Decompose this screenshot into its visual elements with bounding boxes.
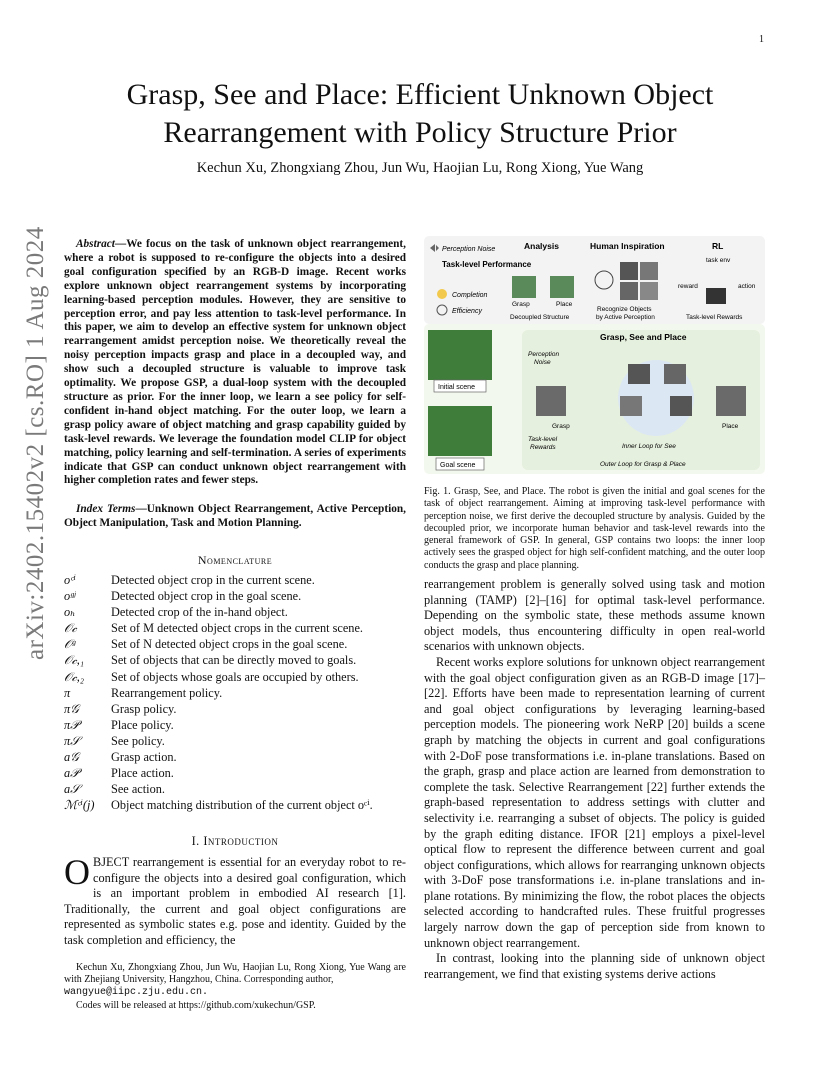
fig-human-inspiration: Human Inspiration bbox=[590, 241, 665, 251]
nomenclature-symbol: ℳᶜⁱ(j) bbox=[64, 798, 95, 813]
fig-analysis: Analysis bbox=[524, 241, 559, 251]
index-terms-text: —Unknown Object Rearrangement, Active Perception, Object Manipulation, Task and Motion Planning. bbox=[64, 503, 406, 529]
nomenclature-desc: Object matching distribution of the current object oᶜⁱ. bbox=[111, 798, 373, 813]
nomenclature-symbol: 𝒪𝒸,₂ bbox=[64, 669, 85, 684]
see-image-2 bbox=[664, 364, 686, 384]
right-column-text bbox=[424, 577, 765, 982]
nomenclature-desc: Set of objects whose goals are occupied by others. bbox=[111, 669, 359, 684]
nomenclature-desc: Grasp policy. bbox=[111, 701, 177, 716]
nomenclature-row bbox=[64, 685, 414, 701]
paragraph: Recent works explore solutions for unknown object rearrangement with the goal object configuration given as an RGB-D image [17]–[22]. Efforts have been made to representation learning of current and goal object configurations by leveraging learning-based perception models. The pioneering work NeRP [20] builds a scene graph by matching the objects in current and goal configurations with 2-DoF pose transformations i.e. in-plane translations. Based on the graph, grasp and place action are learned from demonstration to complete the task. Selective Rearrangement [22] further extends the graph-based representation to address settings with clutter and selectivity i.e. rearranging a subset of objects. The policy is guided by the graph editing distance. IFOR [21] employs a pixel-level optical flow to represent the difference between current and goal object configurations, which allows for rearranging unknown objects with 3-DoF pose transformations i.e. in-plane translations and in-plane rotations. By minimizing the flow, the robot places the objects selected according to handcrafted rules. These fruitful progresses largely narrow down the gap of perception side from known to unknown object rearrangement. bbox=[424, 654, 765, 950]
initial-scene-image bbox=[428, 330, 492, 380]
see-image-1 bbox=[628, 364, 650, 384]
nomenclature-desc: See policy. bbox=[111, 733, 165, 748]
place-image bbox=[716, 386, 746, 416]
grasp-image bbox=[536, 386, 566, 416]
place-thumb bbox=[550, 276, 574, 298]
nomenclature-symbol: a𝒢 bbox=[64, 750, 79, 765]
nomenclature-symbol: 𝒪ᵍ bbox=[64, 637, 76, 652]
paper-title: Grasp, See and Place: Efficient Unknown Object Rearrangement with Policy Structure Prior bbox=[126, 78, 714, 149]
nomenclature-row bbox=[64, 733, 414, 749]
nomenclature-symbol: oₕ bbox=[64, 605, 76, 620]
nomenclature-row bbox=[64, 781, 414, 797]
nomenclature-row bbox=[64, 749, 414, 765]
intro-first-word: BJECT bbox=[93, 855, 129, 869]
see-image-4 bbox=[670, 396, 692, 416]
fig-goal-scene: Goal scene bbox=[440, 462, 476, 469]
nomenclature-symbol: a𝒮 bbox=[64, 782, 80, 797]
fig-initial-scene: Initial scene bbox=[438, 384, 475, 391]
nomenclature-symbol: π𝒫 bbox=[64, 717, 80, 732]
nomenclature-symbol: 𝒪𝒸 bbox=[64, 621, 77, 636]
page-number: 1 bbox=[759, 34, 764, 45]
nomenclature-row bbox=[64, 620, 414, 636]
footnote-affiliation: Kechun Xu, Zhongxiang Zhou, Jun Wu, Haojian Lu, Rong Xiong, Yue Wang are with Zhejiang University, Hangzhou, China. Corresponding author, bbox=[64, 962, 406, 986]
nomenclature-desc: Set of N detected object crops in the goal scene. bbox=[111, 637, 348, 652]
nomenclature-symbol: 𝒪𝒸,₁ bbox=[64, 653, 85, 668]
grasp-thumb bbox=[512, 276, 536, 298]
nomenclature-symbol: oᵍʲ bbox=[64, 589, 76, 604]
fig-place: Place bbox=[556, 301, 573, 308]
drop-cap: O bbox=[64, 852, 90, 892]
see-image-3 bbox=[620, 396, 642, 416]
nomenclature-row bbox=[64, 652, 414, 668]
fig-place-2: Place bbox=[722, 423, 739, 430]
arxiv-watermark: arXiv:2402.15402v2 [cs.RO] 1 Aug 2024 bbox=[22, 226, 49, 660]
nomenclature-row bbox=[64, 717, 414, 733]
nomenclature-row bbox=[64, 765, 414, 781]
nomenclature-symbol: π𝒢 bbox=[64, 701, 79, 716]
nomenclature-row bbox=[64, 588, 414, 604]
robot-icon bbox=[706, 288, 726, 304]
abstract bbox=[64, 238, 406, 488]
nomenclature-desc: Set of M detected object crops in the current scene. bbox=[111, 621, 363, 636]
nomenclature-symbol: a𝒫 bbox=[64, 766, 80, 781]
nomenclature-symbol: oᶜⁱ bbox=[64, 573, 76, 587]
fig-decoupled: Decoupled Structure bbox=[510, 314, 570, 321]
fig-action: action bbox=[738, 283, 756, 290]
fig-efficiency: Efficiency bbox=[452, 308, 482, 315]
introduction-paragraph bbox=[64, 852, 406, 949]
figure-1 bbox=[424, 236, 765, 474]
figure-1-diagram bbox=[424, 236, 765, 474]
nomenclature-symbol: π𝒮 bbox=[64, 733, 80, 748]
obj-thumb-1 bbox=[620, 262, 638, 280]
abstract-text: —We focus on the task of unknown object rearrangement, where a robot is supposed to re-configure the objects into a desired goal configuration specified by an RGB-D image. Recent works explore unknown object rearrangement systems by incorporating learning-based perception modules. However, they are sensitive to perception error, and pay less attention to task-level performance. In this paper, we aim to develop an effective system for unknown object rearrangement amidst perception noise. We theoretically reveal the noisy perception impacts grasp and place in a decoupled way, and show such a decoupled structure is valuable to improve task optimality. We propose GSP, a dual-loop system with the decoupled structure as prior. For the inner loop, we learn a see policy for self-confident in-hand object matching. For the outer loop, we learn a grasp policy aware of object matching and grasp capability guided by task-level rewards. We leverage the foundation model CLIP for object matching, policy learning and self-termination. A series of experiments indicate that GSP can conduct unknown object rearrangement with higher completion rates and fewer steps. bbox=[64, 238, 406, 487]
paragraph: In contrast, looking into the planning side of unknown object rearrangement, we find that existing systems derive actions bbox=[424, 951, 765, 981]
nomenclature-row bbox=[64, 572, 414, 588]
goal-scene-image bbox=[428, 406, 492, 456]
nomenclature-row bbox=[64, 669, 414, 685]
author-footnote bbox=[64, 962, 406, 1012]
fig-perception-noise-2: Perception bbox=[528, 351, 560, 358]
fig-task-rewards: Task-level Rewards bbox=[686, 314, 743, 321]
fig-grasp: Grasp bbox=[512, 301, 530, 308]
nomenclature-row bbox=[64, 701, 414, 717]
fig-task-rewards-2a: Task-level bbox=[528, 436, 558, 443]
nomenclature-desc: Place policy. bbox=[111, 717, 174, 732]
fig-outer-loop: Outer Loop for Grasp & Place bbox=[600, 461, 686, 468]
nomenclature-heading: Nomenclature bbox=[197, 553, 273, 567]
fig-task-rewards-2b: Rewards bbox=[530, 444, 556, 451]
obj-thumb-4 bbox=[640, 282, 658, 300]
fig-inner-loop: Inner Loop for See bbox=[622, 443, 676, 450]
nomenclature-desc: Detected crop of the in-hand object. bbox=[111, 605, 288, 620]
fig-task-level: Task-level Performance bbox=[442, 260, 532, 269]
nomenclature-symbol: π bbox=[64, 685, 71, 700]
fig-completion: Completion bbox=[452, 292, 488, 299]
svg-text:Noise: Noise bbox=[534, 359, 551, 366]
intro-text: rearrangement is essential for an everyday robot to re-configure the objects into a desired goal configuration, which is an important problem in embodied AI research [1]. Traditionally, the current and goal object configurations are represented as symbolic states e.g. pose and identity. Guided by the task completion and efficiency, the bbox=[64, 855, 406, 947]
fig-reward: reward bbox=[678, 283, 698, 290]
index-terms-lead: Index Terms bbox=[76, 503, 136, 515]
fig-gsp-title: Grasp, See and Place bbox=[600, 332, 687, 342]
section-heading-introduction: I. Introduction bbox=[191, 834, 279, 848]
completion-icon bbox=[437, 289, 447, 299]
nomenclature-row bbox=[64, 797, 414, 813]
fig-perception-noise: Perception Noise bbox=[442, 246, 496, 253]
fig-recognize-1: Recognize Objects bbox=[597, 306, 652, 313]
paragraph: rearrangement problem is generally solved using task and motion planning (TAMP) [2]–[16] for optimal task-level performance. Depending on the symbolic state, these methods assume known object models, thus encountering difficulty in open real-world scenarios with unknown objects. bbox=[424, 577, 765, 654]
abstract-lead: Abstract bbox=[76, 238, 115, 250]
obj-thumb-2 bbox=[640, 262, 658, 280]
fig-task-env: task env bbox=[706, 257, 731, 264]
author-list: Kechun Xu, Zhongxiang Zhou, Jun Wu, Haojian Lu, Rong Xiong, Yue Wang bbox=[196, 160, 644, 176]
nomenclature-row bbox=[64, 636, 414, 652]
footnote-code: Codes will be released at https://github.com/xukechun/GSP. bbox=[76, 999, 316, 1011]
nomenclature-desc: Detected object crop in the current scene. bbox=[111, 573, 315, 587]
nomenclature-row bbox=[64, 604, 414, 620]
nomenclature-desc: Detected object crop in the goal scene. bbox=[111, 589, 302, 604]
figure-caption: Fig. 1. Grasp, See, and Place. The robot is given the initial and goal scenes for the task of object rearrangement. Aiming at improving task-level performance with perception noise, we first derive the decoupled structure by analysis. Guided by the decoupled prior, we incorporate human behavior and task-level rewards into the general framework of GSP. In general, GSP contains two loops: the inner loop actively sees the grasped object for high self-confident matching, and the outer loop conducts the grasp and place planning. bbox=[424, 486, 765, 571]
index-terms bbox=[64, 503, 406, 531]
fig-rl: RL bbox=[712, 241, 724, 251]
fig-recognize-2: by Active Perception bbox=[596, 314, 655, 321]
footnote-email: wangyue@iipc.zju.edu.cn. bbox=[64, 987, 209, 999]
nomenclature-desc: Set of objects that can be directly moved to goals. bbox=[111, 653, 357, 668]
nomenclature-desc: See action. bbox=[111, 782, 165, 797]
nomenclature-desc: Rearrangement policy. bbox=[111, 685, 223, 700]
obj-thumb-3 bbox=[620, 282, 638, 300]
fig-grasp-2: Grasp bbox=[552, 423, 570, 430]
nomenclature-desc: Grasp action. bbox=[111, 750, 177, 765]
nomenclature-desc: Place action. bbox=[111, 766, 174, 781]
nomenclature-table bbox=[64, 572, 414, 813]
